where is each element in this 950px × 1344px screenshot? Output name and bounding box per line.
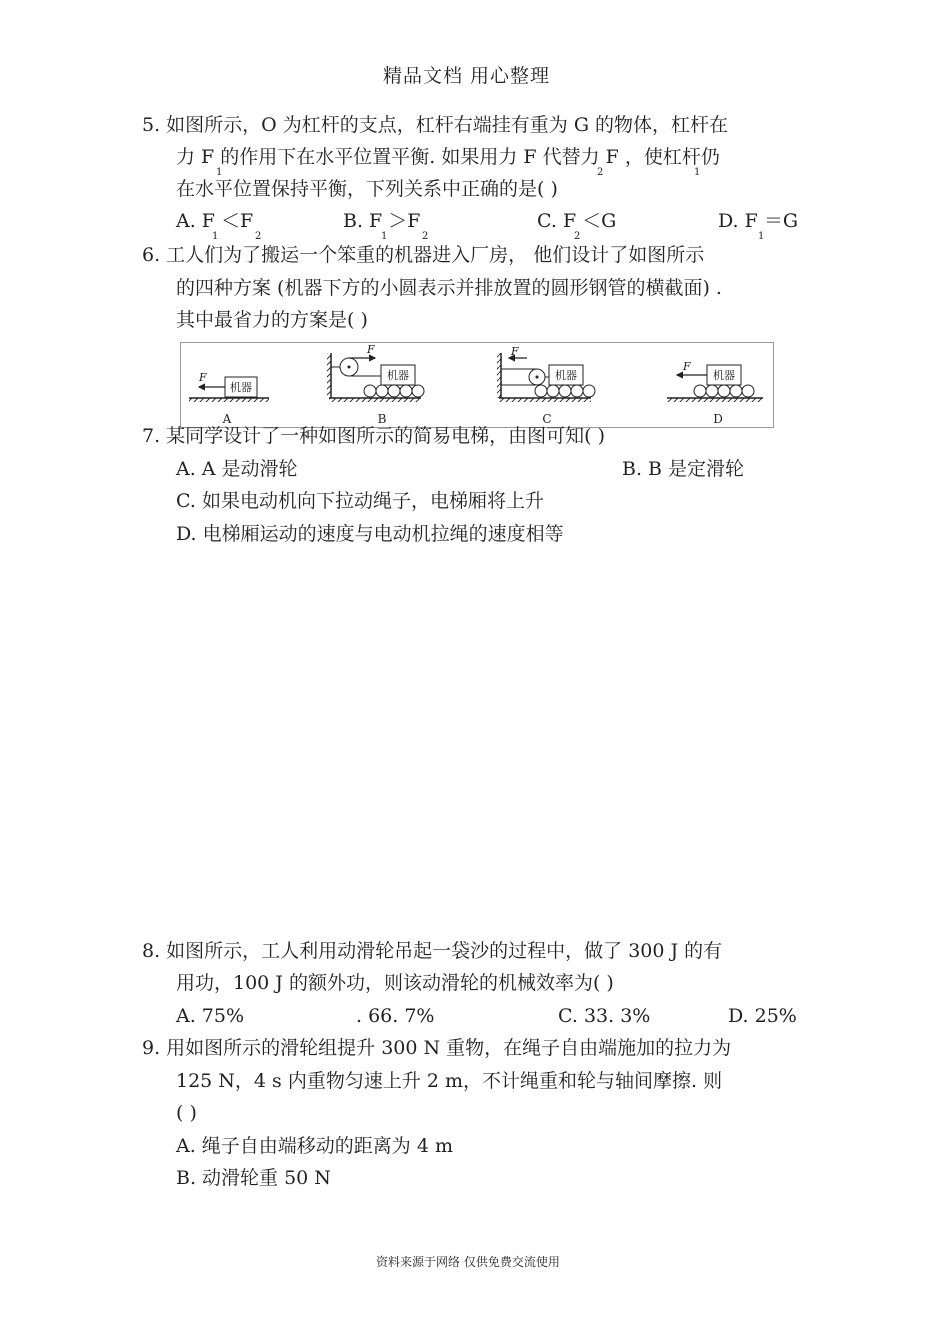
scheme-b: [327, 343, 424, 426]
q5-sub: 1: [758, 231, 765, 242]
q5-sub: 1: [694, 167, 701, 178]
q5-line3: 在水平位置保持平衡，下列关系中正确的是( ): [176, 178, 558, 200]
caption-b: B: [377, 412, 387, 426]
q8-line2: 用功，100 J 的额外功，则该动滑轮的机械效率为( ): [176, 972, 614, 994]
q9-option-a: A. 绳子自由端移动的距离为 4 m: [176, 1135, 453, 1157]
q6-line1: 6. 工人们为了搬运一个笨重的机器进入厂房， 他们设计了如图所示: [142, 244, 705, 266]
steel-pipe: [376, 385, 388, 397]
machine-label: 机器: [230, 381, 252, 394]
machine-label: 机器: [555, 369, 577, 382]
machine-label: 机器: [713, 369, 735, 382]
q5-sub: 2: [255, 231, 262, 242]
steel-pipe: [718, 385, 730, 397]
q5-option-c: C. F ＜G: [537, 210, 617, 232]
steel-pipe: [706, 385, 718, 397]
page-header: 精品文档 用心整理: [383, 65, 551, 87]
q5-sub: 2: [574, 231, 581, 242]
q7-option-d: D. 电梯厢运动的速度与电动机拉绳的速度相等: [176, 523, 564, 545]
q6-diagram-svg: [181, 343, 773, 427]
q8-line1: 8. 如图所示，工人利用动滑轮吊起一袋沙的过程中，做了 300 J 的有: [142, 940, 723, 962]
steel-pipe: [535, 385, 547, 397]
steel-pipe: [412, 385, 424, 397]
caption-c: C: [542, 412, 552, 426]
q5-sub: 1: [212, 231, 219, 242]
caption-d: D: [713, 412, 723, 426]
q9-line2: 125 N，4 s 内重物匀速上升 2 m，不计绳重和轮与轴间摩擦. 则: [176, 1070, 723, 1092]
q8-option-d: D. 25%: [728, 1005, 797, 1027]
q5-sub: 2: [597, 167, 604, 178]
steel-pipe: [388, 385, 400, 397]
scheme-a: [189, 371, 269, 426]
q8-option-b: . 66. 7%: [356, 1005, 435, 1027]
steel-pipe: [547, 385, 559, 397]
steel-pipe: [583, 385, 595, 397]
q5-line1: 5. 如图所示，O 为杠杆的支点，杠杆右端挂有重为 G 的物体，杠杆在: [142, 114, 729, 136]
steel-pipe: [742, 385, 754, 397]
q5-line2: 力 F 的作用下在水平位置平衡. 如果用力 F 代替力 F ，使杠杆仍: [176, 146, 720, 168]
pulley-axle: [348, 366, 351, 369]
q7-option-b: B. B 是定滑轮: [622, 458, 745, 480]
q9-line3: ( ): [176, 1102, 197, 1124]
force-label: F: [683, 360, 691, 373]
q5-sub: 1: [381, 231, 388, 242]
force-label: F: [367, 343, 375, 356]
steel-pipe: [730, 385, 742, 397]
q8-option-a: A. 75%: [176, 1005, 245, 1027]
q6-figure: [180, 342, 774, 428]
machine-label: 机器: [387, 369, 409, 382]
pulley-axle: [536, 376, 539, 379]
q5-option-b: B. F ＞F: [343, 210, 421, 232]
q7-line1: 7. 某同学设计了一种如图所示的简易电梯，由图可知( ): [142, 425, 606, 447]
page-footer: 资料来源于网络 仅供免费交流使用: [376, 1255, 560, 1269]
q5-option-a: A. F ＜F: [176, 210, 254, 232]
force-label: F: [199, 371, 207, 384]
steel-pipe: [559, 385, 571, 397]
q9-line1: 9. 用如图所示的滑轮组提升 300 N 重物，在绳子自由端施加的拉力为: [142, 1037, 732, 1059]
q9-option-b: B. 动滑轮重 50 N: [176, 1167, 331, 1189]
steel-pipe: [400, 385, 412, 397]
q8-option-c: C. 33. 3%: [558, 1005, 651, 1027]
scheme-d: [667, 360, 763, 426]
steel-pipe: [694, 385, 706, 397]
q6-line2: 的四种方案 (机器下方的小圆表示并排放置的圆形钢管的横截面) .: [176, 277, 722, 299]
q5-sub: 1: [216, 167, 223, 178]
q5-sub: 2: [422, 231, 429, 242]
q6-line3: 其中最省力的方案是( ): [176, 309, 368, 331]
q7-option-c: C. 如果电动机向下拉动绳子，电梯厢将上升: [176, 490, 544, 512]
steel-pipe: [571, 385, 583, 397]
force-label: F: [511, 345, 519, 358]
q5-option-d: D. F ＝G: [718, 210, 799, 232]
q7-option-a: A. A 是动滑轮: [176, 458, 298, 480]
scheme-c: [497, 345, 595, 426]
steel-pipe: [364, 385, 376, 397]
caption-a: A: [222, 412, 232, 426]
